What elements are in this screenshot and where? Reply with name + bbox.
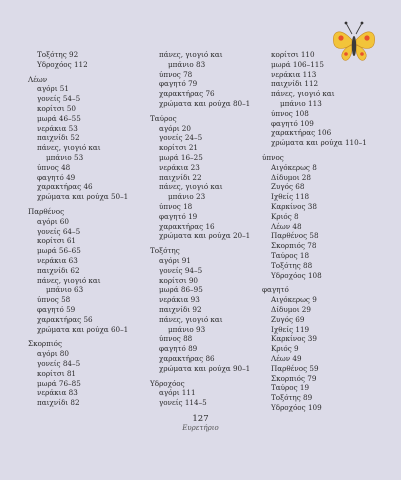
index-entry: ύπνος 88 [159, 334, 193, 344]
index-entry: χρώματα και ρούχα 90–1 [159, 363, 251, 373]
index-entry: παιχνίδι 62 [37, 265, 80, 275]
index-heading: Τοξότης [150, 246, 180, 256]
index-entry: μπάνιο 63 [46, 285, 84, 295]
index-entry: χαρακτήρας 76 [159, 89, 215, 99]
index-entry: Λέων 49 [271, 353, 302, 363]
index-entry: αγόρι 91 [159, 255, 191, 265]
index-entry: γονείς 54–5 [37, 94, 81, 104]
index-entry: μπάνιο 113 [280, 98, 322, 108]
index-entry: παιχνίδι 22 [159, 172, 202, 182]
index-entry: μωρά 106–115 [271, 59, 324, 69]
index-entry: φαγητό 109 [271, 118, 314, 128]
index-entry: κορίτσι 90 [159, 275, 198, 285]
page-footer [0, 414, 401, 433]
index-entry: φαγητό 19 [159, 211, 198, 221]
index-entry: χρώματα και ρούχα 20–1 [159, 231, 251, 241]
index-entry: χαρακτήρας 16 [159, 221, 215, 231]
index-entry: ύπνος 78 [159, 69, 193, 79]
index-entry: Παρθένος 58 [271, 231, 319, 241]
index-entry: πάνες, γιογιό και [159, 182, 223, 192]
index-entry: Τοξότης 89 [271, 393, 313, 403]
index-entry: κορίτσι 21 [159, 143, 198, 153]
index-entry: Αιγόκερως 8 [271, 162, 317, 172]
index-entry: νεράκια 53 [37, 123, 78, 133]
index-entry: Ζυγός 68 [271, 182, 305, 192]
index-entry: μπάνιο 83 [168, 59, 206, 69]
index-entry: Λέων 48 [271, 221, 302, 231]
index-entry: Κριός 9 [271, 344, 299, 354]
index-entry: φαγητό 89 [159, 344, 198, 354]
index-entry: κορίτσι 110 [271, 50, 315, 59]
index-entry: κορίτσι 81 [37, 368, 76, 378]
index-entry: νεράκια 63 [37, 255, 78, 265]
index-entry: μπάνιο 23 [168, 192, 206, 202]
index-entry: γονείς 24–5 [159, 133, 203, 143]
index-entry: παιχνίδι 112 [271, 79, 319, 89]
index-entry: αγόρι 20 [159, 123, 191, 133]
index-heading: Λέων [28, 74, 48, 84]
index-heading: ύπνος [262, 152, 284, 162]
index-entry: Δίδυμοι 29 [271, 304, 311, 314]
index-entry: πάνες, γιογιό και [159, 314, 223, 324]
index-entry: νεράκια 83 [37, 388, 78, 398]
butterfly-icon [331, 20, 377, 66]
index-column-3 [262, 50, 377, 413]
index-entry: νεράκια 23 [159, 162, 200, 172]
index-entry: μπάνιο 53 [46, 152, 84, 162]
index-entry: μωρά 86–95 [159, 285, 203, 295]
index-entry: γονείς 64–5 [37, 226, 81, 236]
index-entry: νεράκια 93 [159, 295, 200, 305]
index-entry: Σκορπιός 78 [271, 241, 317, 251]
index-entry: Υδροχόος 112 [37, 59, 88, 69]
index-entry: Τοξότης 88 [271, 260, 313, 270]
index-entry: μωρά 56–65 [37, 246, 81, 256]
index-entry: χαρακτήρας 86 [159, 353, 215, 363]
index-entry: γονείς 94–5 [159, 265, 203, 275]
index-entry: Ταύρος 18 [271, 250, 310, 260]
index-entry: γονείς 84–5 [37, 358, 81, 368]
index-entry: φαγητό 79 [159, 79, 198, 89]
index-entry: αγόρι 80 [37, 349, 69, 359]
index-entry: χρώματα και ρούχα 110–1 [271, 138, 367, 148]
index-entry: Κριός 8 [271, 211, 299, 221]
index-entry: φαγητό 59 [37, 304, 76, 314]
index-entry: Αιγόκερως 9 [271, 295, 317, 305]
index-entry: χαρακτήρας 56 [37, 314, 93, 324]
section-label: Ευρετήριο [182, 424, 219, 432]
index-heading: Σκορπιός [28, 339, 63, 349]
index-entry: παιχνίδι 82 [37, 398, 80, 408]
index-entry: μπάνιο 93 [168, 324, 206, 334]
index-entry: Σκορπιός 79 [271, 373, 317, 383]
index-entry: Ζυγός 69 [271, 314, 305, 324]
index-entry: ύπνος 18 [159, 201, 193, 211]
index-entry: νεράκια 113 [271, 69, 317, 79]
index-entry: ύπνος 108 [271, 108, 309, 118]
index-entry: Καρκίνος 38 [271, 201, 317, 211]
index-entry: χαρακτήρας 46 [37, 182, 93, 192]
index-entry: παιχνίδι 92 [159, 304, 202, 314]
index-entry: ύπνος 58 [37, 295, 71, 305]
index-heading: Παρθένος [28, 206, 65, 216]
index-entry: Υδροχόος 109 [271, 402, 322, 412]
index-entry: Δίδυμοι 28 [271, 172, 311, 182]
index-column-1 [28, 50, 138, 408]
index-entry: γονείς 114–5 [159, 398, 207, 408]
index-entry: παιχνίδι 52 [37, 133, 80, 143]
index-heading: Ταύρος [150, 113, 177, 123]
index-heading: Υδροχόος [150, 378, 185, 388]
index-entry: χρώματα και ρούχα 80–1 [159, 98, 251, 108]
index-heading: φαγητό [262, 285, 289, 295]
index-entry: Ιχθείς 119 [271, 324, 310, 334]
index-entry: χρώματα και ρούχα 50–1 [37, 192, 129, 202]
index-entry: κορίτσι 50 [37, 103, 76, 113]
page-number: 127 [192, 414, 209, 424]
index-entry: κορίτσι 61 [37, 236, 76, 246]
index-entry: μωρά 46–55 [37, 113, 81, 123]
index-entry: Ιχθείς 118 [271, 192, 310, 202]
index-entry: αγόρι 60 [37, 216, 69, 226]
index-entry: Ταύρος 19 [271, 383, 310, 393]
index-entry: φαγητό 49 [37, 172, 76, 182]
index-entry: πάνες, γιογιό και [37, 275, 101, 285]
index-entry: πάνες, γιογιό και [37, 143, 101, 153]
index-entry: μωρά 16–25 [159, 152, 203, 162]
index-entry: μωρά 76–85 [37, 378, 81, 388]
index-column-2 [150, 50, 255, 408]
index-entry: Καρκίνος 39 [271, 334, 317, 344]
index-entry: χαρακτήρας 106 [271, 128, 332, 138]
index-entry: Τοξότης 92 [37, 50, 79, 59]
index-entry: Υδροχόος 108 [271, 270, 322, 280]
index-entry: χρώματα και ρούχα 60–1 [37, 324, 129, 334]
index-entry: ύπνος 48 [37, 162, 71, 172]
index-entry: πάνες, γιογιό και [159, 50, 223, 59]
index-entry: Παρθένος 59 [271, 363, 319, 373]
index-entry: αγόρι 111 [159, 388, 196, 398]
index-entry: πάνες, γιογιό και [271, 89, 335, 99]
index-entry: αγόρι 51 [37, 84, 69, 94]
